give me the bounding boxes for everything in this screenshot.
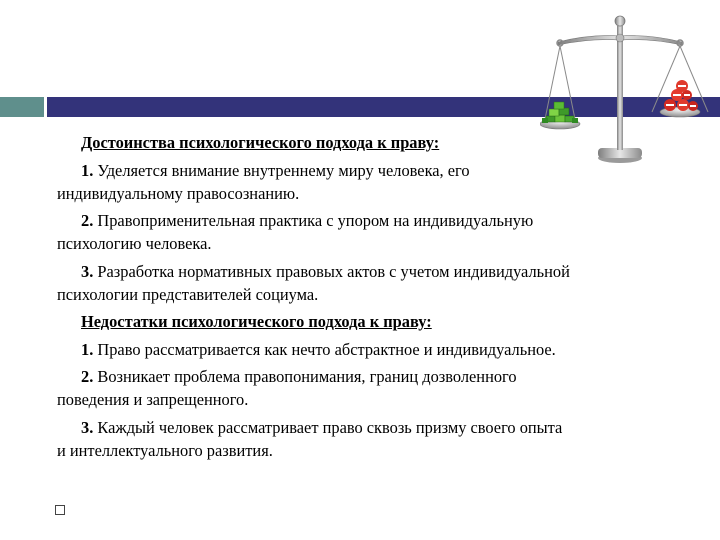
item-number: 3. xyxy=(81,417,94,437)
list-item xyxy=(57,260,697,306)
item-number: 1. xyxy=(81,160,94,180)
list-item xyxy=(57,159,697,205)
advantages-heading: Достоинства психологического подхода к праву: xyxy=(81,133,440,152)
item-text-continued: поведения и запрещенного. xyxy=(57,390,249,409)
list-item xyxy=(57,416,697,462)
list-item xyxy=(57,338,697,361)
item-text: Правоприменительная практика с упором на индивидуальную xyxy=(93,211,534,230)
item-text: Каждый человек рассматривает право сквозь призму своего опыта xyxy=(93,417,563,437)
item-text-continued: и интеллектуального развития. xyxy=(57,440,273,460)
item-text-continued: психологии представителей социума. xyxy=(57,284,319,304)
item-number: 2. xyxy=(81,367,94,386)
item-number: 1. xyxy=(81,339,94,359)
item-text: Возникает проблема правопонимания, границ дозволенного xyxy=(93,367,517,386)
item-number: 3. xyxy=(81,261,94,281)
list-item xyxy=(57,365,697,411)
empty-bullet-icon xyxy=(55,505,65,515)
stop-signs-icon xyxy=(660,80,700,117)
disadvantages-heading: Недостатки психологического подхода к праву: xyxy=(81,312,432,331)
item-text: Уделяется внимание внутреннему миру человека, его xyxy=(93,160,470,180)
item-text-continued: психологию человека. xyxy=(57,234,212,253)
list-item xyxy=(57,209,697,255)
item-text: Разработка нормативных правовых актов с учетом индивидуальной xyxy=(93,261,570,281)
slide-body xyxy=(57,131,697,466)
item-number: 2. xyxy=(81,211,94,230)
item-text: Право рассматривается как нечто абстрактное и индивидуальное. xyxy=(93,339,556,359)
item-text-continued: индивидуальному правосознанию. xyxy=(57,183,300,203)
title-bar-accent xyxy=(0,97,44,117)
